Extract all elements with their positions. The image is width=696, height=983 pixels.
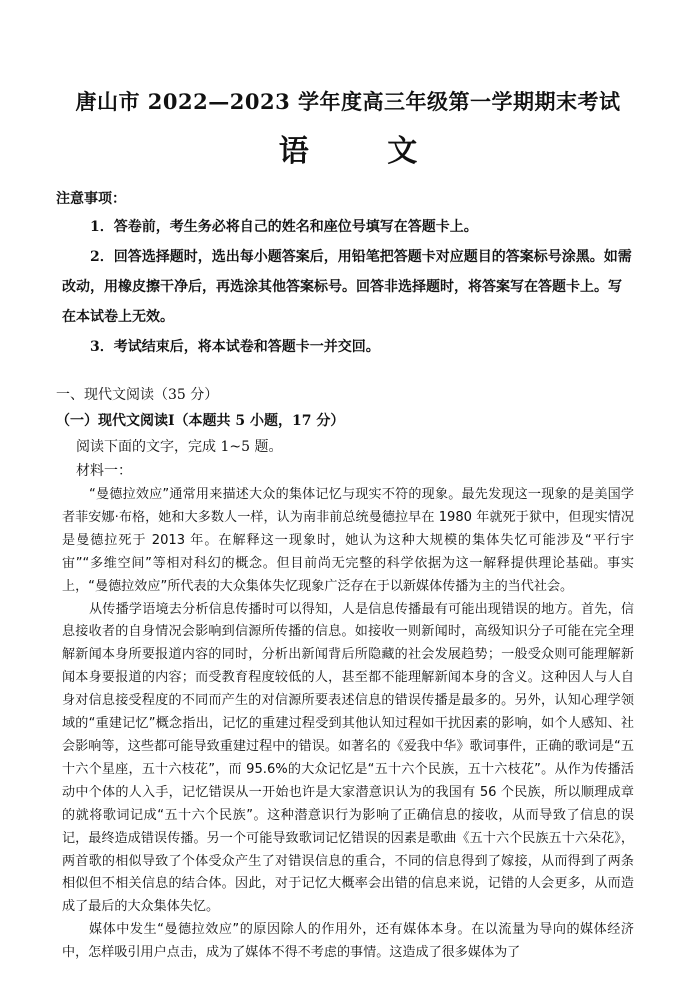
notice-item-2: 2．回答选择题时，选出每小题答案后，用铅笔把答题卡对应题目的答案标号涂黑。如需改动，用橡皮擦干净后，再选涂其他答案标号。回答非选择题时，将答案写在答题卡上。写在本试卷上无效。 <box>62 249 632 325</box>
notice-item-1: 1．答卷前，考生务必将自己的姓名和座位号填写在答题卡上。 <box>90 219 478 235</box>
notice-item-3: 3．考试结束后，将本试卷和答题卡一并交回。 <box>90 339 380 355</box>
body-paragraph: 媒体中发生“曼德拉效应”的原因除人的作用外，还有媒体本身。在以流量为导向的媒体经济中，怎样吸引用户点击，成为了媒体不得不考虑的事情。这造成了很多媒体为了 <box>62 922 634 961</box>
section-heading: 一、现代文阅读（35 分） <box>56 387 219 403</box>
subject-title: 语 文 <box>278 134 452 169</box>
body-paragraph: “曼德拉效应”通常用来描述大众的集体记忆与现实不符的现象。最先发现这一现象的是美国学者菲安娜·布格，她和大多数人一样，认为南非前总统曼德拉早在 1980 年就死于狱中，但现实情况是曼德拉死于 2013 年。在解释这一现象时，她认为这种大规模的集体失忆可能涉及“平行宇宙”“多维空间”等相对科幻的概念。但目前尚无完整的科学依据为这一解释提供理论基础。事实上，“曼德拉效应”所代表的大众集体失忆现象广泛存在于以新媒体传播为主的当代社会。 <box>62 487 634 594</box>
material-label: 材料一： <box>76 463 132 479</box>
notice-block <box>56 188 634 362</box>
reading-instructions: 阅读下面的文字，完成 1~5 题。 <box>76 439 283 455</box>
subsection-heading: （一）现代文阅读Ⅰ（本题共 5 小题，17 分） <box>56 413 345 429</box>
reading-section <box>56 384 634 965</box>
exam-title: 唐山市 2022—2023 学年度高三年级第一学期期末考试 <box>75 89 621 114</box>
notice-heading: 注意事项： <box>56 191 126 207</box>
body-paragraph: 从传播学语境去分析信息传播时可以得知，人是信息传播最有可能出现错误的地方。首先，信息接收者的自身情况会影响到信源所传播的信息。如接收一则新闻时，高级知识分子可能在完全理解新闻本身所要报道内容的同时，分析出新闻背后所隐藏的社会发展趋势；一般受众则可能理解新闻本身要报道的内容；而受教育程度较低的人，甚至都不能理解新闻本身的含义。这种因人与人自身对信息接受程度的不同而产生的对信源所要表述信息的错误传播是最多的。另外，认知心理学领域的“重建记忆”概念指出，记忆的重建过程受到其他认知过程如干扰因素的影响，如个人感知、社会影响等，这些都可能导致重建过程中的错误。如著名的《爱我中华》歌词事件，正确的歌词是“五十六个星座，五十六枝花”，而 95.6%的大众记忆是“五十六个民族，五十六枝花”。从作为传播活动中个体的人入手，记忆错误从一开始也许是大家潜意识认为的我国有 56 个民族，所以顺理成章的就将歌词记成“五十六个民族”。这种潜意识行为影响了正确信息的接收，从而导致了信息的误记，最终造成错误传播。另一个可能导致歌词记忆错误的因素是歌曲《五十六个民族五十六朵花》，两首歌的相似导致了个体受众产生了对错误信息的重合，不同的信息得到了嫁接，从而得到了两条相似但不相关信息的结合体。因此，对于记忆大概率会出错的信息来说，记错的人会更多，从而造成了最后的大众集体失忆。 <box>62 601 634 915</box>
